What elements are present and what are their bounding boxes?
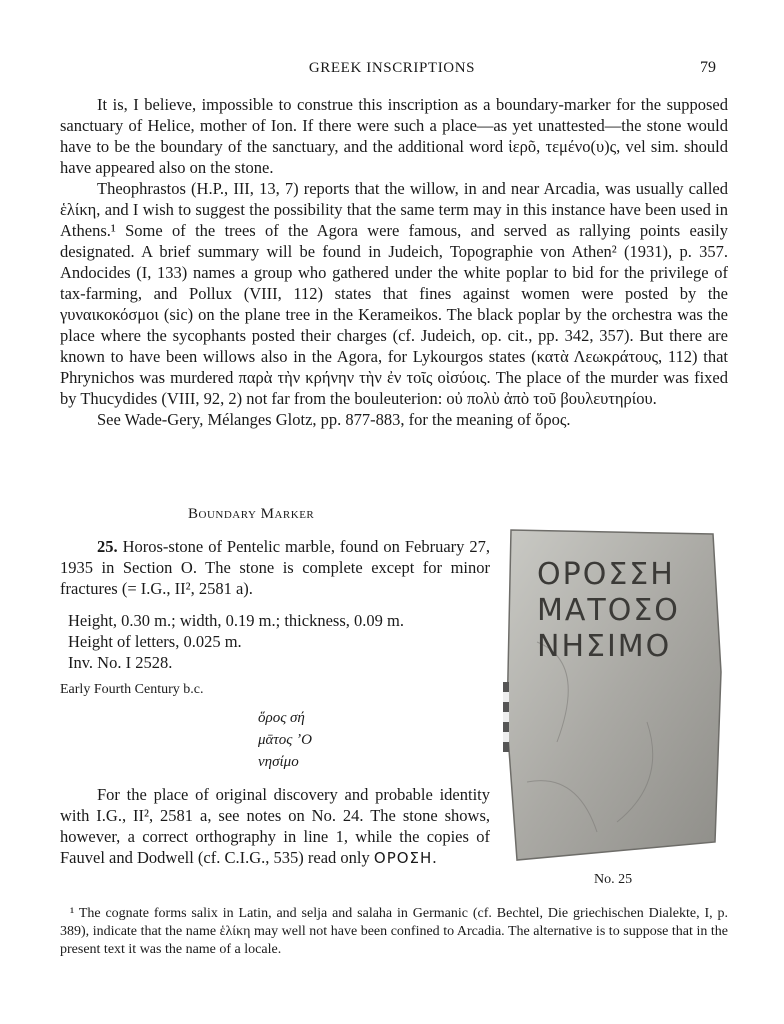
page-number: 79 <box>700 59 716 76</box>
stone-line: ΝΗΣΙΜΟ <box>537 629 672 664</box>
transcription-line: νησίμο <box>258 754 299 770</box>
entry-number: 25. <box>97 537 118 556</box>
section-heading: Boundary Marker <box>188 506 315 522</box>
paragraph: See Wade-Gery, Mélanges Glotz, pp. 877-883, for the meaning of ὅρος. <box>97 410 571 429</box>
stone-photograph <box>497 522 727 866</box>
stone-line: ΜΑΤΟΣΟ <box>537 593 680 628</box>
entry-description <box>60 536 490 599</box>
discussion-text: For the place of original discovery and probable identity with I.G., II², 2581 a, see notes on No. 24. The stone shows, however, a correct orthography in line 1, while the copies of Fauvel and Dodwell (cf. C.I.G., 535) read only <box>60 785 490 867</box>
footnote <box>60 905 728 959</box>
paragraph: Theophrastos (H.P., III, 13, 7) reports that the willow, in and near Arcadia, was usually called ἑλίκη, and I wish to suggest the possibility that the same term may in this instance have been used in Athens.¹ Some of the trees of the Agora were famous, and served as rallying points easily designated. A brief summary will be found in Judeich, Topographie von Athen² (1931), p. 357. Andocides (I, 133) names a group who gathered under the white poplar to bid for the privilege of tax-farming, and Pollux (VIII, 112) states that fines against women were posted by the γυναικοκόσμοι (sic) on the plane tree in the Kerameikos. The black poplar by the orchestra was the place where the sycophants posted their charges (cf. Judeich, op. cit., pp. 342, 357). But there are known to have been willows also in the Agora, for Lykourgos states (κατὰ Λεωκράτους, 112) that Phrynichos was murdered παρὰ τὴν κρήνην τὴν ἐν τοῖς οἰσύοις. The place of the murder was fixed by Thucydides (VIII, 92, 2) not far from the bouleuterion: οὐ πολὺ ἀπὸ τοῦ βουλευτηρίου. <box>60 179 728 408</box>
dimensions: Height, 0.30 m.; width, 0.19 m.; thickness, 0.09 m. <box>68 611 404 630</box>
letter-height: Height of letters, 0.025 m. <box>68 632 242 651</box>
paragraph: It is, I believe, impossible to construe this inscription as a boundary-marker for the supposed sanctuary of Helice, mother of Ion. If there were such a place—as yet unattested—the stone would have to be the boundary of the sanctuary, and the additional word ἱερõ, τεμένο(υ)ς, vel sim. should have appeared also on the stone. <box>60 95 728 177</box>
footnote-text: ¹ The cognate forms salix in Latin, and selja and salaha in Germanic (cf. Bechtel, Die griechischen Dialekte, I, p. 389), indicate that the name ἑλίκη may well not have been confined to Arcadia. The alternative is to suppose that in the present text it was the name of a locale. <box>60 906 728 957</box>
inventory-number: Inv. No. I 2528. <box>68 653 173 672</box>
stone-line: ΟΡΟΣΣΗ <box>537 557 675 592</box>
date-line: Early Fourth Century b.c. <box>60 682 204 697</box>
discussion-end: . <box>432 848 437 867</box>
entry-text: Horos-stone of Pentelic marble, found on February 27, 1935 in Section O. The stone is complete except for minor fractures (= I.G., II², 2581 a). <box>60 537 491 598</box>
transcription-line: μᾱτος ʼΟ <box>258 732 312 748</box>
transcription <box>258 707 312 773</box>
measurements <box>68 610 488 673</box>
photo-caption: No. 25 <box>594 872 633 887</box>
intro-text <box>60 94 728 430</box>
epigraphic-reading: ΟΡΟΣΗ <box>373 849 433 867</box>
discussion <box>60 784 490 869</box>
transcription-line: ὅρος σή <box>258 710 305 726</box>
running-header: GREEK INSCRIPTIONS <box>308 60 476 76</box>
